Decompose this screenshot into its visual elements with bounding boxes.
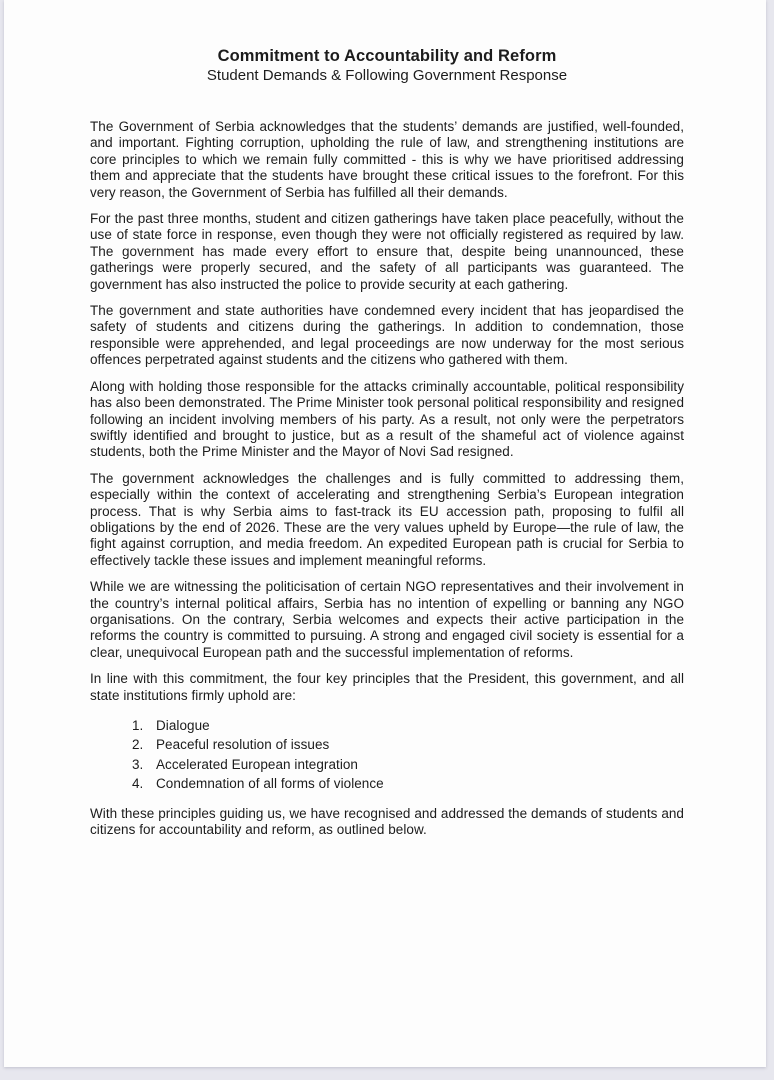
paragraph-political-responsibility: Along with holding those responsible for the attacks criminally accountable, political responsibility has also been demonstrated. The Prime Minister took personal political responsibility and resigned following an incident involving members of his party. As a result, not only were the perpetrators swiftly identified and brought to justice, but as a result of the shameful act of violence against students, both the Prime Minister and the Mayor of Novi Sad resigned. — [90, 378, 684, 460]
list-number: 2. — [132, 737, 144, 753]
document-subtitle: Student Demands & Following Government Response — [206, 67, 568, 84]
document-title: Commitment to Accountability and Reform — [217, 47, 557, 65]
document-page — [4, 0, 766, 1067]
list-number: 1. — [132, 718, 144, 733]
document-body — [90, 119, 684, 838]
list-item-label: Dialogue — [156, 718, 210, 733]
list-item-dialogue — [132, 718, 684, 734]
list-number: 3. — [132, 756, 144, 772]
list-item-label: Accelerated European integration — [156, 756, 358, 772]
list-item-label: Peaceful resolution of issues — [156, 737, 330, 753]
list-number: 4. — [132, 776, 144, 792]
principles-intro: In line with this commitment, the four key principles that the President, this government, and all state institutions firmly uphold are: — [90, 671, 684, 703]
list-item-european-integration — [132, 757, 684, 773]
paragraph-closing: With these principles guiding us, we have recognised and addressed the demands of students and citizens for accountability and reform, as outlined below. — [90, 805, 684, 838]
list-item-condemnation-violence — [132, 776, 684, 792]
paragraph-eu-integration: The government acknowledges the challenges and is fully committed to addressing them, especially within the context of accelerating and strengthening Serbia’s European integration process. That is why Serbia aims to fast-track its EU accession path, proposing to fulfil all obligations by the end of 2026. These are the very values upheld by Europe—the rule of law, the fight against corruption, and media freedom. An expedited European path is crucial for Serbia to effectively tackle these issues and implement meaningful reforms. — [90, 470, 684, 568]
principles-list — [90, 718, 684, 793]
paragraph-condemnation: The government and state authorities have condemned every incident that has jeopardised the safety of students and citizens during the gatherings. In addition to condemnation, those responsible were apprehended, and legal proceedings are now underway for the most serious offences perpetrated against students and the citizens who gathered with them. — [90, 303, 684, 368]
paragraph-acknowledgement: The Government of Serbia acknowledges that the students’ demands are justified, well-founded, and important. Fighting corruption, upholding the rule of law, and strengthening institutions are core principles to which we remain fully committed - this is why we have prioritised addressing them and appreciate that the students have brought these critical issues to the forefront. For this very reason, the Government of Serbia has fulfilled all their demands. — [90, 119, 684, 200]
list-item-label: Condemnation of all forms of violence — [156, 776, 384, 792]
paragraph-gatherings: For the past three months, student and citizen gatherings have taken place peacefully, without the use of state force in response, even though they were not officially registered as required by law. The government has made every effort to ensure that, despite being unannounced, these gatherings were properly secured, and the safety of all participants was guaranteed. The government has also instructed the police to provide security at each gathering. — [90, 211, 684, 292]
paragraph-ngo: While we are witnessing the politicisation of certain NGO representatives and their involvement in the country’s internal political affairs, Serbia has no intention of expelling or banning any NGO organisations. On the contrary, Serbia welcomes and expects their active participation in the reforms the country is committed to pursuing. A strong and engaged civil society is essential for a clear, unequivocal European path and the successful implementation of reforms. — [90, 579, 684, 660]
list-item-peaceful-resolution — [132, 737, 684, 753]
